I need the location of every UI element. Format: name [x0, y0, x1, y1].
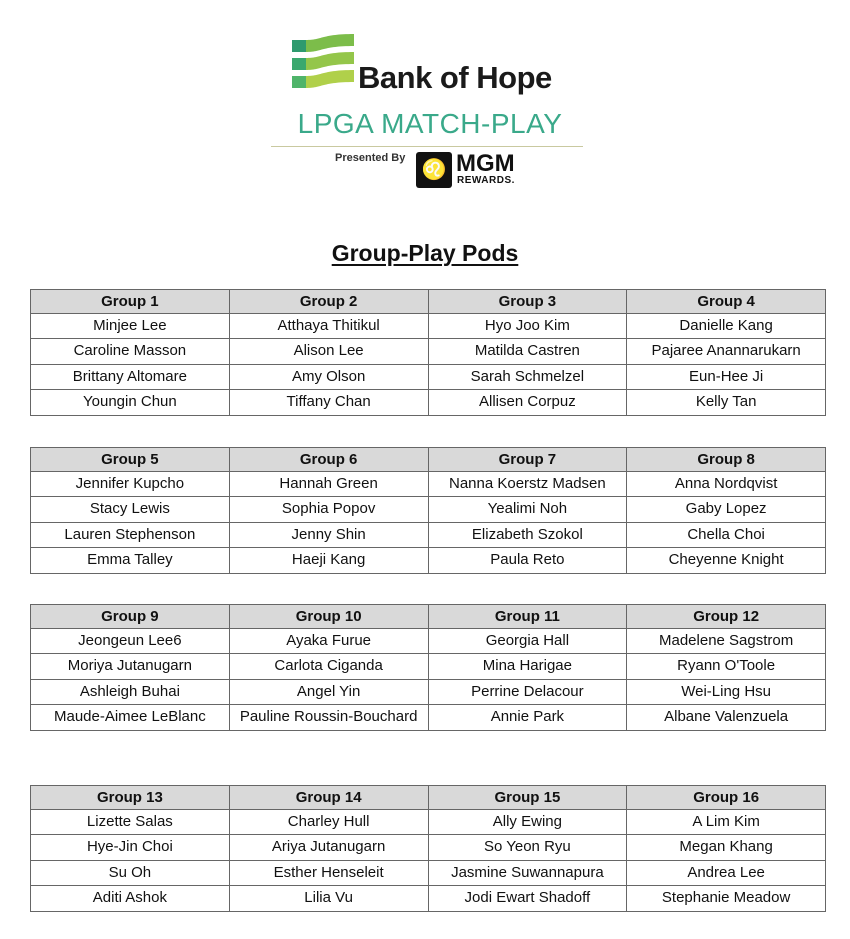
group-table [30, 785, 826, 912]
player-cell: Eun-Hee Ji [627, 364, 826, 390]
player-cell: Pajaree Anannarukarn [627, 339, 826, 365]
player-cell: Cheyenne Knight [627, 548, 826, 574]
player-cell: Megan Khang [627, 835, 826, 861]
group-header: Group 10 [229, 605, 428, 629]
player-cell: Anna Nordqvist [627, 471, 826, 497]
group-header: Group 8 [627, 448, 826, 472]
player-cell: Hye-Jin Choi [31, 835, 230, 861]
player-cell: Lizette Salas [31, 809, 230, 835]
event-name: LPGA MATCH-PLAY [297, 108, 563, 139]
player-cell: Alison Lee [229, 339, 428, 365]
header-row [31, 786, 826, 810]
table-row [31, 313, 826, 339]
table-row [31, 548, 826, 574]
group-header: Group 1 [31, 290, 230, 314]
player-cell: Jeongeun Lee6 [31, 628, 230, 654]
player-cell: Sarah Schmelzel [428, 364, 627, 390]
player-cell: Minjee Lee [31, 313, 230, 339]
player-cell: Atthaya Thitikul [229, 313, 428, 339]
sponsor-name: Bank of Hope [358, 60, 552, 95]
player-cell: Lauren Stephenson [31, 522, 230, 548]
player-cell: Pauline Roussin-Bouchard [229, 705, 428, 731]
player-cell: Su Oh [31, 860, 230, 886]
player-cell: Stephanie Meadow [627, 886, 826, 912]
player-cell: Hannah Green [229, 471, 428, 497]
header-row [31, 448, 826, 472]
player-cell: Jasmine Suwannapura [428, 860, 627, 886]
table-row [31, 390, 826, 416]
group-header: Group 15 [428, 786, 627, 810]
player-cell: Carlota Ciganda [229, 654, 428, 680]
player-cell: Amy Olson [229, 364, 428, 390]
player-cell: Ryann O'Toole [627, 654, 826, 680]
player-cell: Jodi Ewart Shadoff [428, 886, 627, 912]
player-cell: Charley Hull [229, 809, 428, 835]
group-table [30, 604, 826, 731]
player-cell: Maude-Aimee LeBlanc [31, 705, 230, 731]
player-cell: Albane Valenzuela [627, 705, 826, 731]
group-header: Group 14 [229, 786, 428, 810]
table-row [31, 497, 826, 523]
player-cell: Ally Ewing [428, 809, 627, 835]
player-cell: Lilia Vu [229, 886, 428, 912]
player-cell: Emma Talley [31, 548, 230, 574]
player-cell: Perrine Delacour [428, 679, 627, 705]
group-table [30, 289, 826, 416]
presenter-subtitle: REWARDS. [457, 175, 515, 186]
player-cell: Wei-Ling Hsu [627, 679, 826, 705]
group-header: Group 7 [428, 448, 627, 472]
player-cell: Mina Harigae [428, 654, 627, 680]
group-table [30, 447, 826, 574]
header-row [31, 290, 826, 314]
player-cell: Chella Choi [627, 522, 826, 548]
player-cell: Stacy Lewis [31, 497, 230, 523]
player-cell: Ayaka Furue [229, 628, 428, 654]
player-cell: Aditi Ashok [31, 886, 230, 912]
player-cell: A Lim Kim [627, 809, 826, 835]
table-row [31, 628, 826, 654]
player-cell: Andrea Lee [627, 860, 826, 886]
player-cell: Esther Henseleit [229, 860, 428, 886]
player-cell: Allisen Corpuz [428, 390, 627, 416]
logo-divider [271, 146, 583, 147]
table-row [31, 835, 826, 861]
table-row [31, 339, 826, 365]
player-cell: Kelly Tan [627, 390, 826, 416]
player-cell: Paula Reto [428, 548, 627, 574]
player-cell: Ashleigh Buhai [31, 679, 230, 705]
player-cell: Elizabeth Szokol [428, 522, 627, 548]
table-row [31, 809, 826, 835]
table-row [31, 886, 826, 912]
table-row [31, 522, 826, 548]
group-header: Group 5 [31, 448, 230, 472]
presented-by-label: Presented By [335, 152, 406, 164]
table-row [31, 654, 826, 680]
player-cell: Matilda Castren [428, 339, 627, 365]
player-cell: Georgia Hall [428, 628, 627, 654]
presenter-name: MGM [456, 150, 515, 177]
group-header: Group 3 [428, 290, 627, 314]
player-cell: Jennifer Kupcho [31, 471, 230, 497]
group-header: Group 16 [627, 786, 826, 810]
page-title: Group-Play Pods [331, 240, 519, 266]
table-row [31, 364, 826, 390]
player-cell: Yealimi Noh [428, 497, 627, 523]
header-row [31, 605, 826, 629]
player-cell: Ariya Jutanugarn [229, 835, 428, 861]
player-cell: Madelene Sagstrom [627, 628, 826, 654]
group-header: Group 13 [31, 786, 230, 810]
player-cell: Hyo Joo Kim [428, 313, 627, 339]
event-logo [0, 0, 850, 200]
player-cell: Brittany Altomare [31, 364, 230, 390]
player-cell: Moriya Jutanugarn [31, 654, 230, 680]
player-cell: Gaby Lopez [627, 497, 826, 523]
group-header: Group 11 [428, 605, 627, 629]
player-cell: Sophia Popov [229, 497, 428, 523]
player-cell: Danielle Kang [627, 313, 826, 339]
mgm-lion-icon: ♌ [416, 152, 452, 188]
player-cell: Tiffany Chan [229, 390, 428, 416]
player-cell: Angel Yin [229, 679, 428, 705]
bank-of-hope-flag-icon [292, 34, 354, 96]
group-header: Group 2 [229, 290, 428, 314]
group-header: Group 4 [627, 290, 826, 314]
player-cell: Annie Park [428, 705, 627, 731]
table-row [31, 679, 826, 705]
player-cell: Nanna Koerstz Madsen [428, 471, 627, 497]
group-header: Group 9 [31, 605, 230, 629]
group-header: Group 12 [627, 605, 826, 629]
player-cell: Caroline Masson [31, 339, 230, 365]
player-cell: Youngin Chun [31, 390, 230, 416]
table-row [31, 471, 826, 497]
player-cell: Jenny Shin [229, 522, 428, 548]
table-row [31, 860, 826, 886]
group-header: Group 6 [229, 448, 428, 472]
table-row [31, 705, 826, 731]
player-cell: So Yeon Ryu [428, 835, 627, 861]
player-cell: Haeji Kang [229, 548, 428, 574]
